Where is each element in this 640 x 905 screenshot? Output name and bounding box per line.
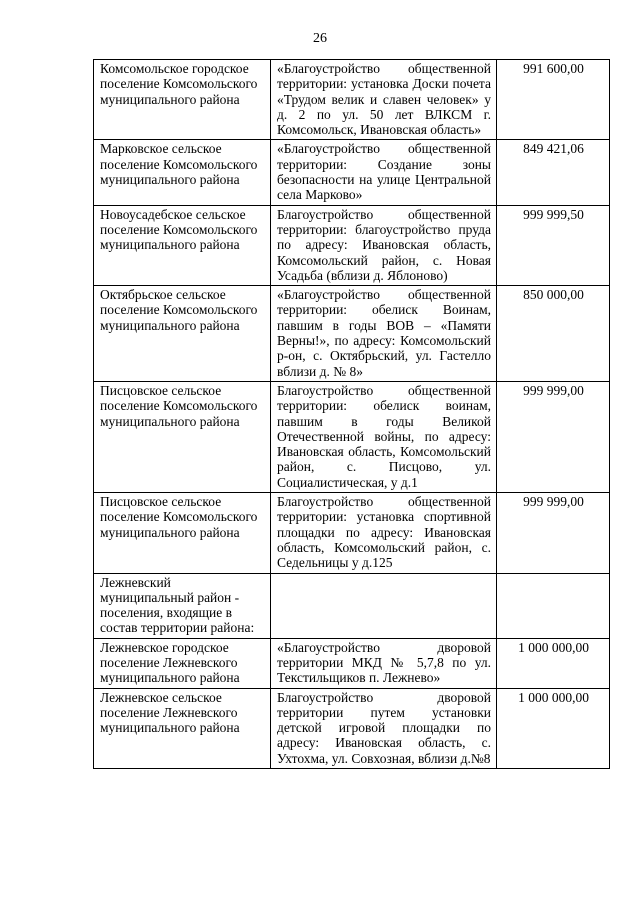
amount-cell: 1 000 000,00 [497,688,610,768]
amount-cell: 1 000 000,00 [497,638,610,688]
project-cell: Благоустройство общественной территории: установка спортивной площадки по адресу: Ивановская область, Комсомольский район, с. Седельницы у д.125 [271,493,497,573]
municipality-cell: Лежневское сельское поселение Лежневского муниципального района [94,688,271,768]
municipality-cell: Писцовское сельское поселение Комсомольского муниципального района [94,381,271,492]
amount-cell: 999 999,00 [497,493,610,573]
project-cell: «Благоустройство общественной территории: Создание зоны безопасности на улице Центральной села Марково» [271,140,497,205]
table-row [94,205,610,285]
amount-cell: 849 421,06 [497,140,610,205]
table-row [94,688,610,768]
project-cell: «Благоустройство дворовой территории МКД № 5,7,8 по ул. Текстильщиков п. Лежнево» [271,638,497,688]
grants-table-body [94,60,610,769]
project-cell: «Благоустройство общественной территории: установка Доски почета «Трудом велик и славен человек» у д. 2 по ул. 50 лет ВЛКСМ г. Комсомольск, Ивановская область» [271,60,497,140]
project-cell [271,573,497,638]
project-cell: Благоустройство общественной территории: благоустройство пруда по адресу: Ивановская область, Комсомольский район, с. Новая Усадьба (вблизи д. Яблоново) [271,205,497,285]
table-row [94,493,610,573]
project-cell: Благоустройство общественной территории: обелиск воинам, павшим в годы Великой Отечественной войны, по адресу: Ивановская область, Комсомольский район, с. Писцово, ул. Социалистическая, у д.1 [271,381,497,492]
amount-cell: 850 000,00 [497,286,610,382]
grants-table [93,59,610,769]
amount-cell: 999 999,00 [497,381,610,492]
municipality-cell: Комсомольское городское поселение Комсомольского муниципального района [94,60,271,140]
table-row [94,381,610,492]
table-row [94,638,610,688]
amount-cell [497,573,610,638]
municipality-cell: Лежневский муниципальный район - поселения, входящие в состав территории района: [94,573,271,638]
municipality-cell: Марковское сельское поселение Комсомольского муниципального района [94,140,271,205]
project-cell: «Благоустройство общественной территории: обелиск Воинам, павшим в годы ВОВ – «Памяти Верны!», по адресу: Комсомольский р-он, с. Октябрьский, ул. Гастелло вблизи д. № 8» [271,286,497,382]
amount-cell: 999 999,50 [497,205,610,285]
table-row [94,573,610,638]
table-row [94,286,610,382]
municipality-cell: Писцовское сельское поселение Комсомольского муниципального района [94,493,271,573]
municipality-cell: Новоусадебское сельское поселение Комсомольского муниципального района [94,205,271,285]
project-cell: Благоустройство дворовой территории путем установки детской игровой площадки по адресу: Ивановская область, с. Ухтохма, ул. Совхозная, вблизи д.№8 [271,688,497,768]
amount-cell: 991 600,00 [497,60,610,140]
municipality-cell: Лежневское городское поселение Лежневского муниципального района [94,638,271,688]
table-row [94,140,610,205]
table-row [94,60,610,140]
municipality-cell: Октябрьское сельское поселение Комсомольского муниципального района [94,286,271,382]
page-number: 26 [313,31,327,46]
